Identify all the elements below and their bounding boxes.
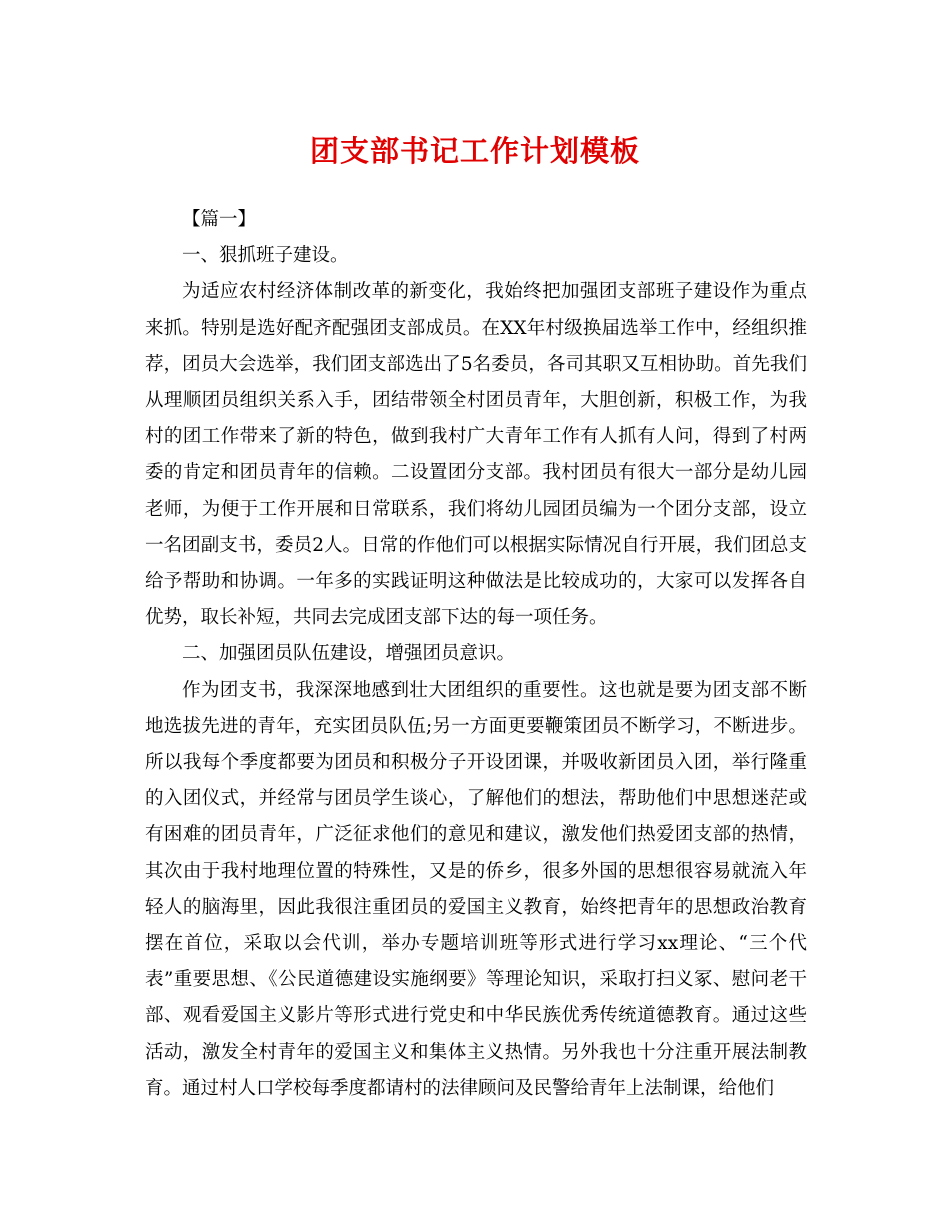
heading-1: 一、狠抓班子建设。	[182, 245, 349, 267]
document-body	[145, 202, 807, 1107]
heading-2: 二、加强团员队伍建设，增强团员意识。	[182, 643, 516, 665]
paragraph-1: 为适应农村经济体制改革的新变化，我始终把加强团支部班子建设作为重点来抓。特别是选好配齐配强团支部成员。在XX年村级换届选举工作中，经组织推荐，团员大会选举，我们团支部选出了5名委员，各司其职又互相协助。首先我们从理顺团员组织关系入手，团结带领全村团员青年，大胆创新，积极工作，为我村的团工作带来了新的特色，做到我村广大青年工作有人抓有人问，得到了村两委的肯定和团员青年的信赖。二设置团分支部。我村团员有很大一部分是幼儿园老师，为便于工作开展和日常联系，我们将幼儿园团员编为一个团分支部，设立一名团副支书，委员2人。日常的作他们可以根据实际情况自行开展，我们团总支给予帮助和协调。一年多的实践证明这种做法是比较成功的，大家可以发挥各自优势，取长补短，共同去完成团支部下达的每一项任务。	[145, 281, 807, 629]
document-title: 团支部书记工作计划模板	[309, 134, 640, 168]
paragraph-2: 作为团支书，我深深地感到壮大团组织的重要性。这也就是要为团支部不断地选拔先进的青年，充实团员队伍;另一方面更要鞭策团员不断学习，不断进步。所以我每个季度都要为团员和积极分子开设团课，并吸收新团员入团，举行隆重的入团仪式，并经常与团员学生谈心，了解他们的想法，帮助他们中思想迷茫或有困难的团员青年，广泛征求他们的意见和建议，激发他们热爱团支部的热情，其次由于我村地理位置的特殊性，又是的侨乡，很多外国的思想很容易就流入年轻人的脑海里，因此我很注重团员的爱国主义教育，始终把青年的思想政治教育摆在首位，采取以会代训，举办专题培训班等形式进行学习xx理论、“三个代表”重要思想、《公民道德建设实施纲要》等理论知识，采取打扫义冢、慰问老干部、观看爱国主义影片等形式进行党史和中华民族优秀传统道德教育。通过这些活动，激发全村青年的爱国主义和集体主义热情。另外我也十分注重开展法制教育。通过村人口学校每季度都请村的法律顾问及民警给青年上法制课，给他们	[145, 679, 807, 1099]
section-label: 【篇一】	[182, 209, 257, 230]
